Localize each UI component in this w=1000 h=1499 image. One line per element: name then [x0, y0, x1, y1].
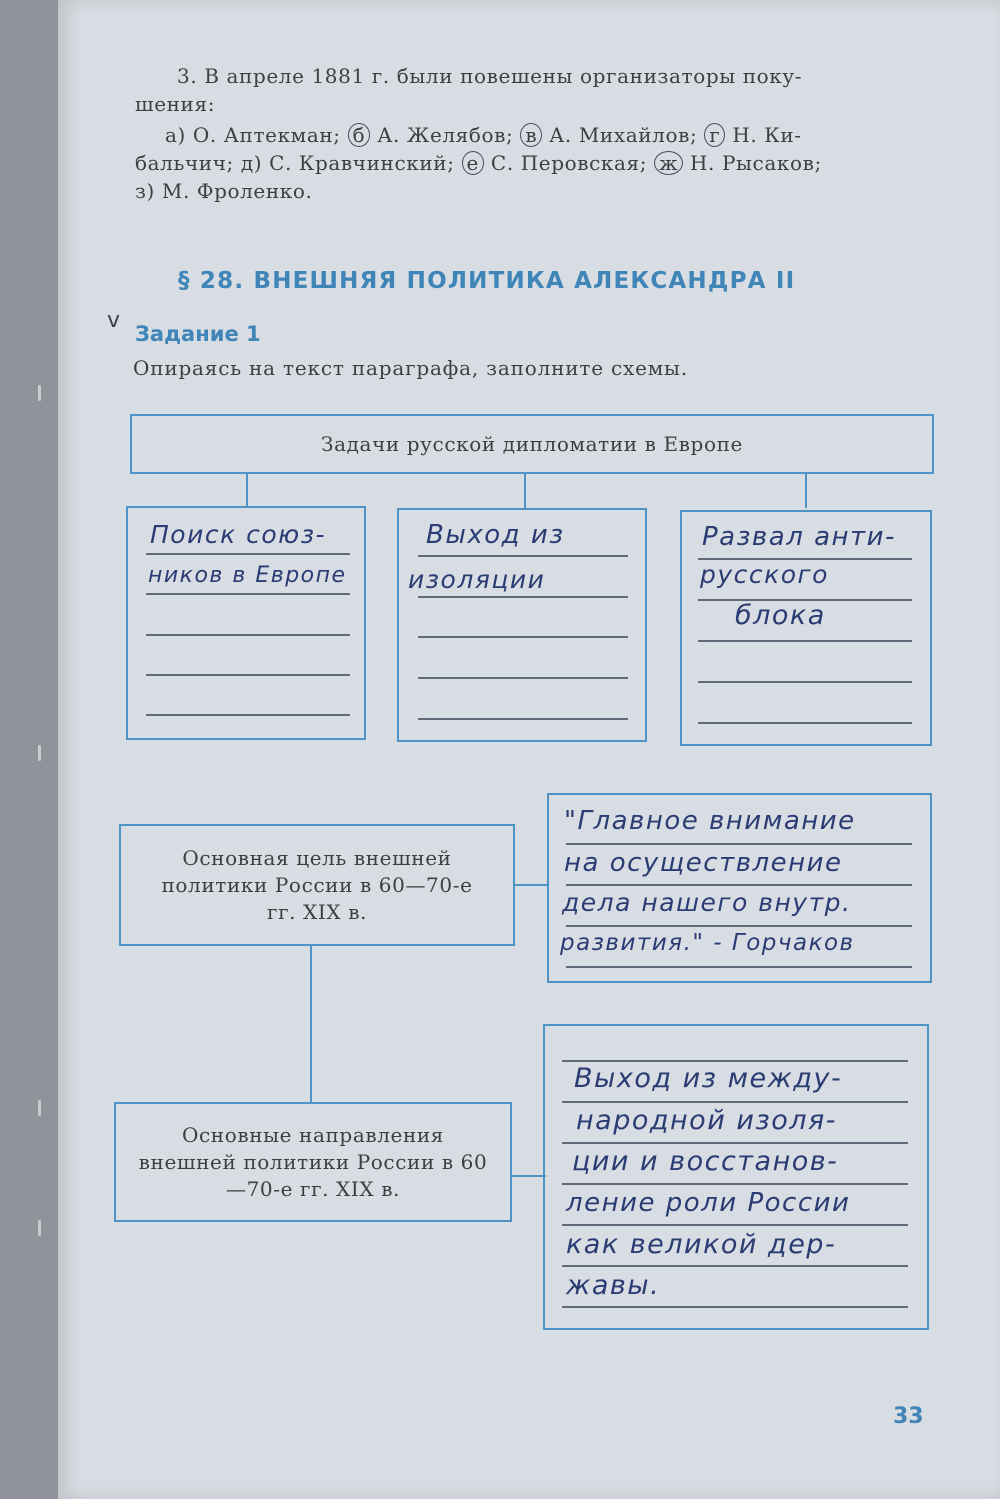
- option-zh: Н. Рысаков;: [683, 151, 822, 175]
- writing-line: [146, 593, 350, 595]
- writing-line: [146, 714, 350, 716]
- directions-label: Основные направления внешней политики России в 60—70-е гг. XIX в.: [138, 1122, 488, 1201]
- goal-label-box: [119, 824, 515, 946]
- writing-line: [562, 1224, 908, 1226]
- handwritten-answer: ции и восстанов-: [572, 1146, 839, 1177]
- circled-option: в: [520, 123, 542, 147]
- writing-line: [698, 681, 912, 683]
- handwritten-answer: Развал анти-: [702, 522, 896, 552]
- writing-line: [698, 722, 912, 724]
- task-instruction: Опираясь на текст параграфа, заполните схемы.: [133, 356, 688, 380]
- question-3-line: 3. В апреле 1881 г. были повешены организаторы поку-: [177, 64, 803, 88]
- connector-line: [246, 474, 248, 508]
- writing-line: [562, 1142, 908, 1144]
- binding-stitch: [38, 385, 41, 401]
- handwritten-answer: Выход из между-: [574, 1063, 843, 1094]
- handwritten-answer: Выход из: [426, 520, 565, 550]
- binding-stitch: [38, 1100, 41, 1116]
- connector-line: [524, 474, 526, 508]
- question-3-options: [135, 149, 935, 177]
- connector-line: [805, 474, 807, 508]
- question-3: [135, 62, 935, 205]
- writing-line: [418, 636, 628, 638]
- writing-line: [146, 553, 350, 555]
- section-title: § 28. ВНЕШНЯЯ ПОЛИТИКА АЛЕКСАНДРА II: [178, 268, 796, 294]
- writing-line: [566, 843, 912, 845]
- option-d: бальчич; д) С. Кравчинский;: [135, 151, 462, 175]
- handwritten-answer: развития." - Горчаков: [560, 930, 855, 956]
- connector-line: [310, 946, 312, 1102]
- connector-line: [512, 1175, 546, 1177]
- option-z: з) М. Фроленко.: [135, 179, 313, 203]
- binding-stitch: [38, 1220, 41, 1236]
- handwritten-answer: ление роли России: [566, 1188, 851, 1218]
- writing-line: [566, 884, 912, 886]
- option-a: а) О. Аптекман;: [165, 123, 348, 147]
- option-v: А. Михайлов;: [542, 123, 705, 147]
- task-label: Задание 1: [135, 322, 261, 346]
- handwritten-answer: русского: [700, 560, 829, 589]
- question-3-options: [135, 121, 935, 149]
- handwritten-answer: дела нашего внутр.: [562, 888, 852, 917]
- circled-option: б: [348, 123, 371, 147]
- writing-line: [562, 1265, 908, 1267]
- writing-line: [562, 1306, 908, 1308]
- binding-stitch: [38, 745, 41, 761]
- writing-line: [418, 718, 628, 720]
- writing-line: [562, 1101, 908, 1103]
- handwritten-answer: ников в Европе: [148, 563, 347, 588]
- writing-line: [418, 677, 628, 679]
- question-3-line: шения:: [135, 92, 216, 116]
- page-number: 33: [893, 1404, 924, 1429]
- book-gutter: [0, 0, 58, 1499]
- scheme1-title: Задачи русской дипломатии в Европе: [321, 431, 743, 456]
- goal-label: Основная цель внешней политики России в 60—70-е гг. XIX в.: [161, 845, 473, 924]
- scheme1-title-box: [130, 414, 934, 474]
- handwritten-check-mark: v: [107, 308, 121, 333]
- writing-line: [418, 596, 628, 598]
- writing-line: [566, 925, 912, 927]
- circled-option: ж: [654, 151, 683, 175]
- handwritten-answer: народной изоля-: [576, 1105, 837, 1136]
- handwritten-answer: жавы.: [566, 1270, 661, 1301]
- circled-option: е: [462, 151, 484, 175]
- handwritten-answer: изоляции: [408, 565, 546, 594]
- writing-line: [146, 634, 350, 636]
- option-e: С. Перовская;: [483, 151, 655, 175]
- writing-line: [418, 555, 628, 557]
- directions-label-box: [114, 1102, 512, 1222]
- circled-option: г: [704, 123, 725, 147]
- writing-line: [562, 1183, 908, 1185]
- connector-line: [515, 884, 549, 886]
- handwritten-answer: блока: [735, 600, 826, 631]
- writing-line: [698, 640, 912, 642]
- writing-line: [562, 1060, 908, 1062]
- handwritten-answer: Поиск союз-: [150, 520, 327, 549]
- option-g: Н. Ки-: [725, 123, 802, 147]
- handwritten-answer: на осуществление: [564, 848, 843, 878]
- handwritten-answer: "Главное внимание: [564, 806, 856, 836]
- writing-line: [146, 674, 350, 676]
- writing-line: [566, 966, 912, 968]
- handwritten-answer: как великой дер-: [566, 1229, 837, 1260]
- option-b: А. Желябов;: [370, 123, 521, 147]
